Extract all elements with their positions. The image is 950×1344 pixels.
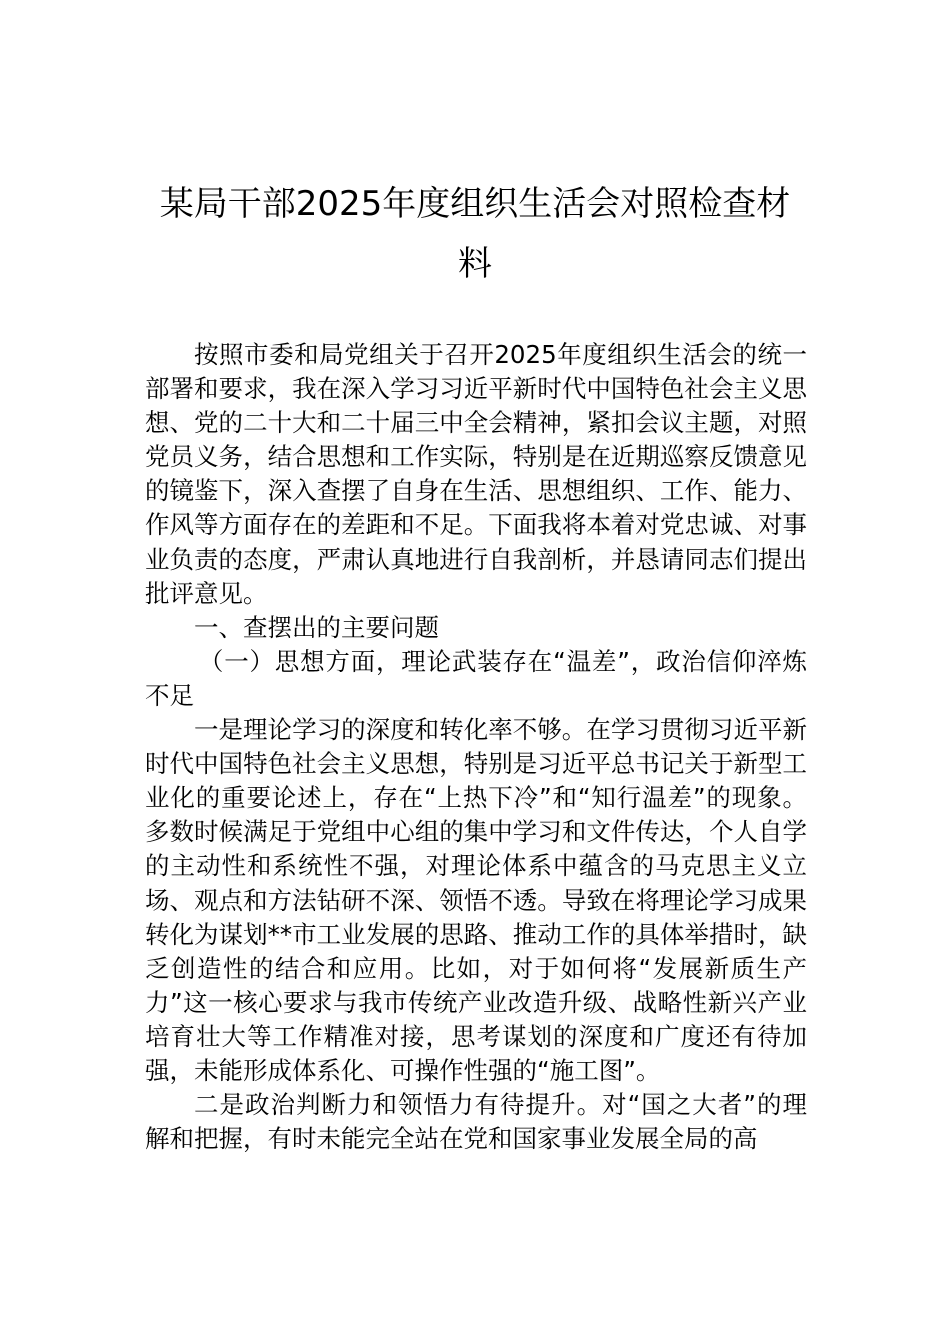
document-body [145,338,807,1156]
body-paragraph: 二是政治判断力和领悟力有待提升。对“国之大者”的理解和把握，有时未能完全站在党和国家事业发展全局的高 [145,1090,807,1154]
subsection-heading: （一）思想方面，理论武装存在“温差”，政治信仰淬炼不足 [145,646,807,710]
document-title: 某局干部2025年度组织生活会对照检查材料 [159,184,791,284]
intro-paragraph: 按照市委和局党组关于召开2025年度组织生活会的统一部署和要求，我在深入学习习近平新时代中国特色社会主义思想、党的二十大和二十届三中全会精神，紧扣会议主题，对照党员义务，结合思想和工作实际，特别是在近期巡察反馈意见的镜鉴下，深入查摆了自身在生活、思想组织、工作、能力、作风等方面存在的差距和不足。下面我将本着对党忠诚、对事业负责的态度，严肃认真地进行自我剖析，并恳请同志们提出批评意见。 [145,340,807,608]
body-paragraph: 一是理论学习的深度和转化率不够。在学习贯彻习近平新时代中国特色社会主义思想，特别是习近平总书记关于新型工业化的重要论述上，存在“上热下冷”和“知行温差”的现象。多数时候满足于党组中心组的集中学习和文件传达，个人自学的主动性和系统性不强，对理论体系中蕴含的马克思主义立场、观点和方法钻研不深、领悟不透。导致在将理论学习成果转化为谋划**市工业发展的思路、推动工作的具体举措时，缺乏创造性的结合和应用。比如，对于如何将“发展新质生产力”这一核心要求与我市传统产业改造升级、战略性新兴产业培育壮大等工作精准对接，思考谋划的深度和广度还有待加强，未能形成体系化、可操作性强的“施工图”。 [145,715,807,1085]
section-heading: 一、查摆出的主要问题 [194,612,439,642]
